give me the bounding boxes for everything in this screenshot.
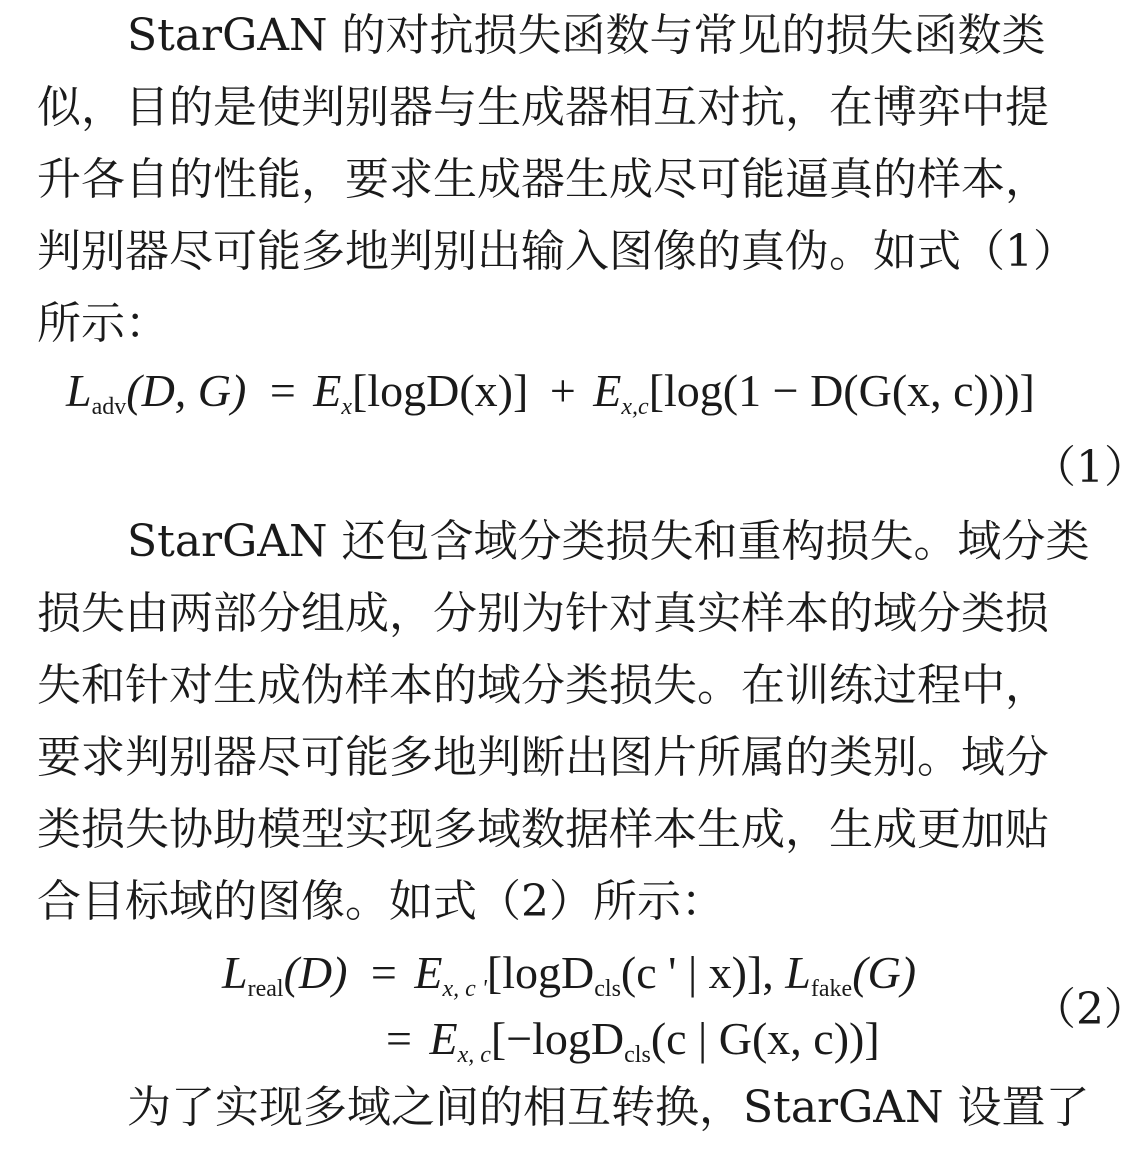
eq1-term1: [logD(x)] <box>352 365 529 416</box>
eq1-E2-subscript: x,c <box>621 394 649 420</box>
eq1-plus: + <box>549 365 576 416</box>
eq2-L-real: L <box>222 947 248 998</box>
equation-1 <box>66 365 1035 420</box>
paragraph-1-line-3: 升各自的性能，要求生成器生成尽可能逼真的样本， <box>37 154 1049 205</box>
eq1-L: L <box>66 365 92 416</box>
paragraph-1-line-2: 似，目的是使判别器与生成器相互对抗，在博弈中提 <box>37 82 1049 133</box>
paragraph-3-line-1: 为了实现多域之间的相互转换，StarGAN 设置了 <box>127 1082 1090 1133</box>
eq1-E2: E <box>593 365 622 416</box>
paragraph-1-line-5: 所示： <box>37 298 169 349</box>
eq1-lhs-args: (D, G) <box>126 365 247 416</box>
eq2-E2: E <box>429 1013 458 1064</box>
eq2-L-real-subscript: real <box>247 976 284 1002</box>
eq2-equals-2: = <box>386 1013 412 1064</box>
paragraph-2-line-1: StarGAN 还包含域分类损失和重构损失。域分类 <box>127 516 1090 567</box>
paragraph-1-line-1: StarGAN 的对抗损失函数与常见的损失函数类 <box>127 10 1046 61</box>
eq2-tail1: (c ' | x)], <box>620 947 786 998</box>
paragraph-2-line-2: 损失由两部分组成，分别为针对真实样本的域分类损 <box>37 588 1049 639</box>
equation-2-number: （2） <box>1032 984 1148 1035</box>
eq1-E1: E <box>313 365 342 416</box>
eq2-L-fake-args: (G) <box>852 947 917 998</box>
eq2-E1: E <box>414 947 443 998</box>
eq2-L-fake: L <box>785 947 811 998</box>
paragraph-2-line-6: 合目标域的图像。如式（2）所示： <box>37 876 725 927</box>
eq2-Dcls-subscript-1: cls <box>594 976 621 1002</box>
equation-2-line-2 <box>386 1013 880 1068</box>
eq2-term1: [logD <box>486 947 595 998</box>
eq2-L-real-args: (D) <box>283 947 348 998</box>
eq2-Dcls-subscript-2: cls <box>624 1042 651 1068</box>
eq1-E1-subscript: x <box>341 394 353 420</box>
eq1-equals: = <box>269 365 296 416</box>
paragraph-2-line-3: 失和针对生成伪样本的域分类损失。在训练过程中， <box>37 660 1049 711</box>
paragraph-2-line-4: 要求判别器尽可能多地判断出图片所属的类别。域分 <box>37 732 1049 783</box>
eq2-E1-subscript: x, c ' <box>442 976 487 1002</box>
eq2-equals-1: = <box>370 947 397 998</box>
eq2-tail2: (c | G(x, c))] <box>650 1013 880 1064</box>
eq1-term2: [log(1 − D(G(x, c)))] <box>648 365 1035 416</box>
equation-2-line-1 <box>222 947 917 1002</box>
eq2-L-fake-subscript: fake <box>810 976 853 1002</box>
eq1-L-subscript: adv <box>91 394 127 420</box>
paragraph-1-line-4: 判别器尽可能多地判别出输入图像的真伪。如式（1） <box>37 226 1077 277</box>
eq2-term2: [−logD <box>490 1013 625 1064</box>
equation-1-number: （1） <box>1032 442 1148 493</box>
eq2-E2-subscript: x, c <box>457 1042 491 1068</box>
paragraph-2-line-5: 类损失协助模型实现多域数据样本生成，生成更加贴 <box>37 804 1049 855</box>
